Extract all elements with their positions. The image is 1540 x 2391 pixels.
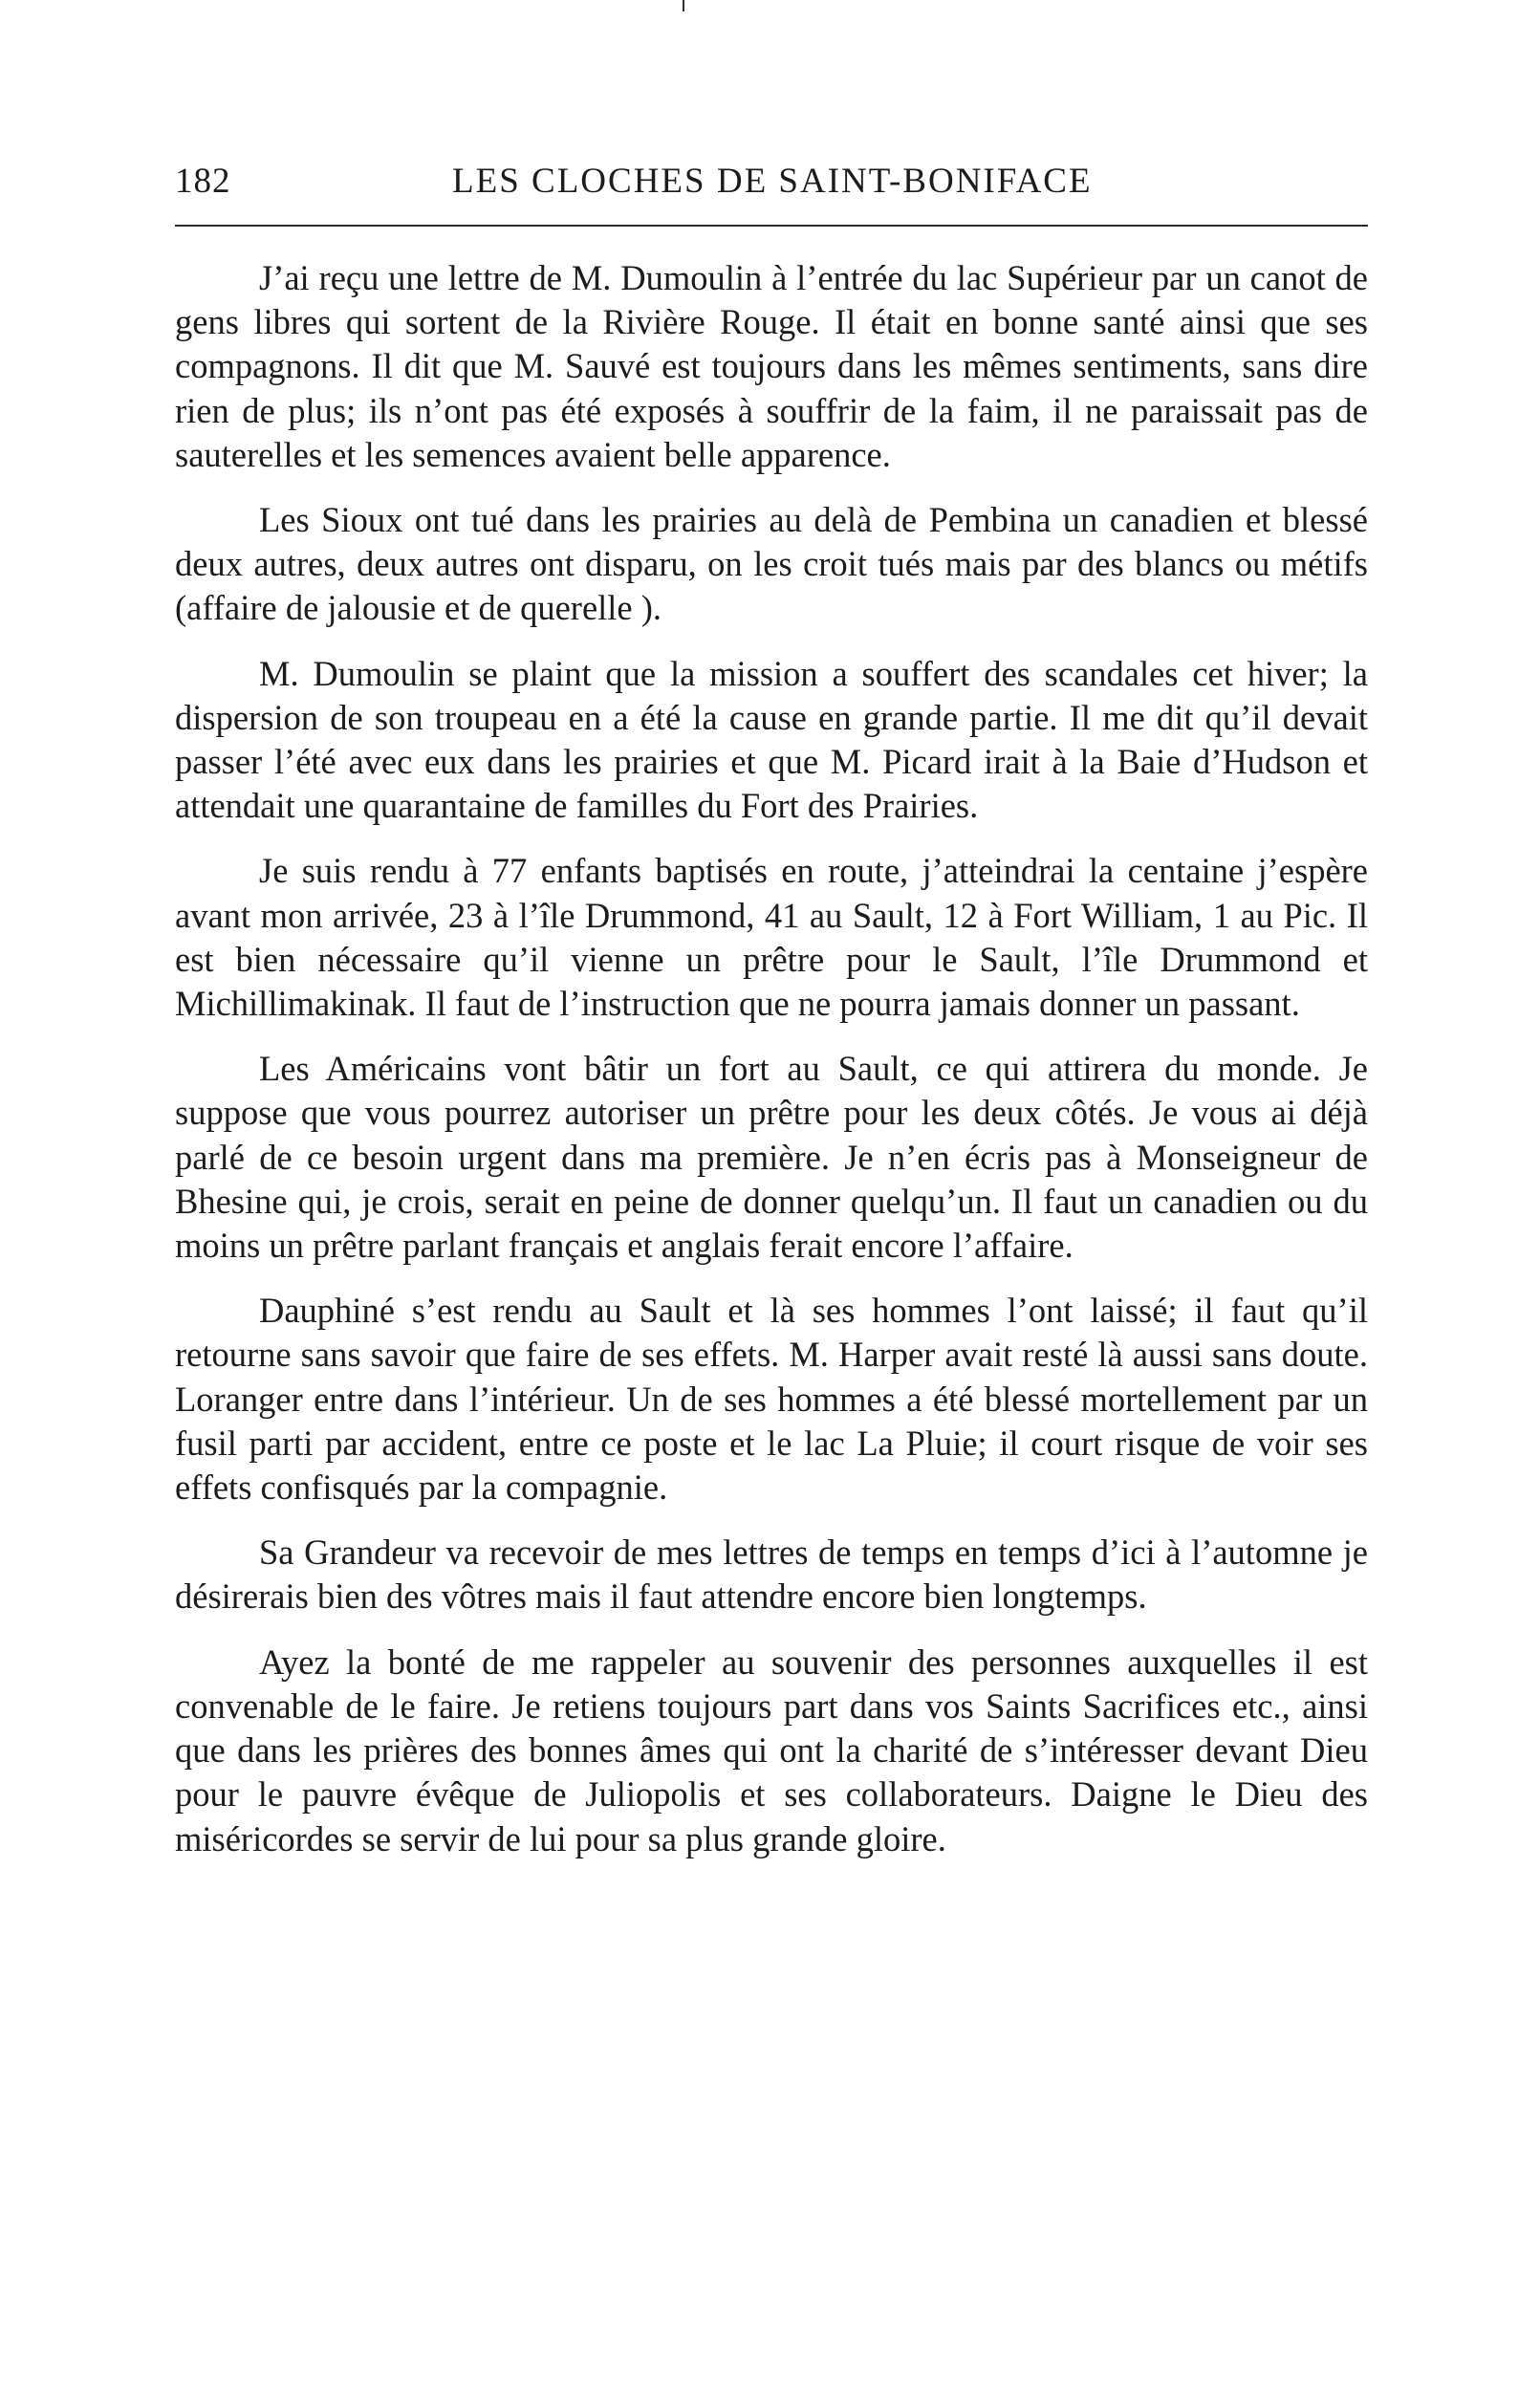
- paragraph: Les Sioux ont tué dans les prairies au delà de Pembina un canadien et blessé deux autres, deux autres ont disparu, on les croit tués mais par des blancs ou métifs (affaire de jalousie et de querelle ).: [175, 500, 1368, 628]
- running-head: [175, 157, 1368, 206]
- paragraph: J’ai reçu une lettre de M. Dumoulin à l’entrée du lac Supérieur par un canot de gens libres qui sortent de la Rivière Rouge. Il était en bonne santé ainsi que ses compagnons. Il dit que M. Sauvé est toujours dans les mêmes sentiments, sans dire rien de plus; ils n’ont pas été exposés à souffrir de la faim, il ne paraissait pas de sauterelles et les semences avaient belle apparence.: [175, 258, 1368, 474]
- paragraph: M. Dumoulin se plaint que la mission a souffert des scandales cet hiver; la dispersion de son troupeau en a été la cause en grande partie. Il me dit qu’il devait passer l’été avec eux dans les prairies et que M. Picard irait à la Baie d’Hudson et attendait une quarantaine de familles du Fort des Prairies.: [175, 653, 1368, 826]
- header-rule: [175, 225, 1368, 227]
- scan-mark: [683, 0, 684, 11]
- body-text: [175, 256, 1368, 1882]
- paragraph: Dauphiné s’est rendu au Sault et là ses hommes l’ont laissé; il faut qu’il retourne sans savoir que faire de ses effets. M. Harper avait resté là aussi sans doute. Loranger entre dans l’intérieur. Un de ses hommes a été blessé mortellement par un fusil parti par accident, entre ce poste et le lac La Pluie; il court risque de voir ses effets confisqués par la compagnie.: [175, 1291, 1368, 1508]
- running-title: LES CLOCHES DE SAINT-BONIFACE: [452, 162, 1093, 201]
- paragraph: Sa Grandeur va recevoir de mes lettres de temps en temps d’ici à l’automne je désirerais bien des vôtres mais il faut attendre encore bien longtemps.: [175, 1532, 1368, 1617]
- paragraph: Ayez la bonté de me rappeler au souvenir des personnes auxquelles il est convenable de le faire. Je retiens toujours part dans vos Saints Sacrifices etc., ainsi que dans les prières des bonnes âmes qui ont la charité de s’intéresser devant Dieu pour le pauvre évêque de Juliopolis et ses collaborateurs. Daigne le Dieu des miséricordes se servir de lui pour sa plus grande gloire.: [175, 1641, 1368, 1858]
- page-number: 182: [175, 162, 231, 201]
- paragraph: Je suis rendu à 77 enfants baptisés en route, j’atteindrai la centaine j’espère avant mon arrivée, 23 à l’île Drummond, 41 au Sault, 12 à Fort William, 1 au Pic. Il est bien nécessaire qu’il vienne un prêtre pour le Sault, l’île Drummond et Michillimakinak. Il faut de l’instruction que ne pourra jamais donner un passant.: [175, 851, 1368, 1024]
- paragraph: Les Américains vont bâtir un fort au Sault, ce qui attirera du monde. Je suppose que vous pourrez autoriser un prêtre pour les deux côtés. Je vous ai déjà parlé de ce besoin urgent dans ma première. Je n’en écris pas à Monseigneur de Bhesine qui, je crois, serait en peine de donner quelqu’un. Il faut un canadien ou du moins un prêtre parlant français et anglais ferait encore l’affaire.: [175, 1049, 1368, 1266]
